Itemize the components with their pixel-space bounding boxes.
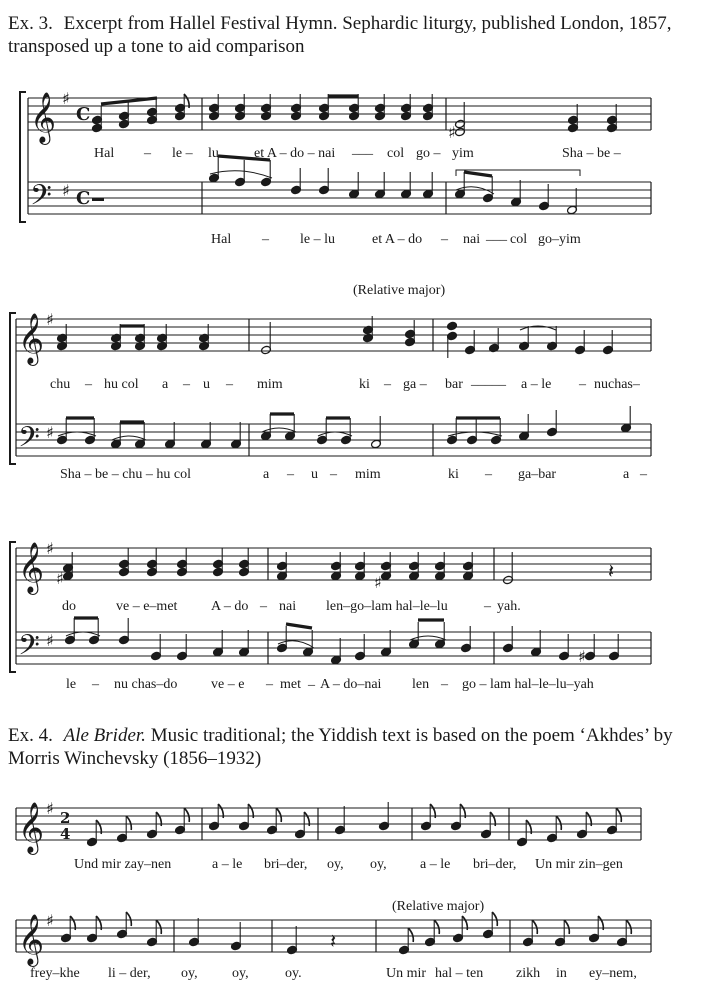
lyric: lu [208,146,219,161]
lyric: – [441,232,448,247]
sharp-icon: ♯ [62,89,70,108]
note-flag [434,920,439,934]
note-flag [616,808,621,822]
lyric: le – lu [300,232,335,247]
lyric: Und mir zay–nen [74,857,172,872]
lyric: mim [257,377,283,392]
lyric: A – do [211,599,249,614]
example-3-number: Ex. 3. [8,13,53,34]
quarter-rest: 𝄽 [330,929,337,953]
lyric: – [484,599,491,614]
lyric: len [412,677,430,692]
lyric: in [556,966,567,981]
sharp-icon: ♯ [374,573,382,592]
lyric: hal – ten [435,966,484,981]
lyric: do [62,599,76,614]
lyric: oy, [327,857,344,872]
lyric: ey–nem, [589,966,637,981]
slur [210,171,272,178]
lyric: – [330,467,337,482]
slur [262,428,296,432]
lyric: ga – [403,377,427,392]
lyric: – [485,467,492,482]
slur [318,432,352,436]
treble-clef-icon: 𝄞 [18,802,45,853]
lyric: a – le [212,857,243,872]
sharp-icon: ♯ [62,181,70,200]
lyric: ki [359,377,370,392]
quarter-rest: 𝄽 [608,559,615,583]
treble-clef-icon: 𝄞 [18,313,45,364]
bass-clef-icon: 𝄢 [18,629,40,669]
lyric: len–go–lam hal–le–lu [326,599,448,614]
lyric: go – lam hal–le–lu–yah [462,677,594,692]
relative-major-annotation-ex4: (Relative major) [392,899,485,914]
lyric: yah. [497,599,521,614]
note-flag [532,920,537,934]
sharp-icon: ♯ [46,539,54,558]
lyric: Un mir [386,966,427,981]
lyric: a [162,377,169,392]
sharp-icon: ♯ [56,569,64,588]
beam [464,172,492,176]
lyric: chu [50,377,71,392]
lyric: bri–der, [473,857,517,872]
lyric: met [280,677,301,692]
lyric: et A – do – nai [254,146,336,161]
example-3-title: Excerpt from Hallel Festival Hymn. Sephardic liturgy, published London, 1857, transposed up a tone to aid comparison [8,13,672,57]
note [447,321,458,331]
slur [58,432,96,436]
lyric: – [92,677,99,692]
lyric: ve – e–met [116,599,178,614]
system-bracket [10,313,16,464]
sharp-icon: ♯ [448,123,456,142]
note-flag [626,920,631,934]
lyric: bar [445,377,463,392]
sharp-icon: ♯ [46,310,54,329]
lyric: ga–bar [518,467,557,482]
example-4-description: Music traditional; the Yiddish text is based on the poem ‘Akhdes’ by Morris Winchevsky (1856–1932) [8,725,673,769]
note-flag [156,920,161,934]
lyric: nuchas– [594,377,640,392]
lyric: et A – do [372,232,423,247]
slur [410,636,446,640]
lyric: – [640,467,647,482]
lyric: Un mir zin–gen [535,857,623,872]
sharp-icon: ♯ [46,423,54,442]
lyric: ___ [352,142,373,157]
lyric: oy, [232,966,249,981]
lyric: col [510,232,528,247]
lyric: nu chas–do [114,677,178,692]
example-4-number: Ex. 4. [8,725,53,746]
note-flag [126,912,131,926]
bass-clef-icon: 𝄢 [30,179,52,219]
lyric: – [183,377,190,392]
common-time-icon: C [76,104,91,125]
time-signature-numerator: 2 [60,809,71,827]
note-flag [556,816,561,830]
lyric: col [387,146,405,161]
lyric: u [203,377,210,392]
lyric: – [266,677,273,692]
lyric: mim [355,467,381,482]
lyric: li – der, [108,966,151,981]
time-signature-denominator: 4 [60,825,71,843]
lyric: a [263,467,270,482]
lyric: hu col [104,377,139,392]
lyric: _ [308,673,315,688]
sharp-icon: ♯ [46,799,54,818]
slur [112,436,146,440]
lyric: – [384,377,391,392]
slur [66,632,100,636]
lyric: a [623,467,630,482]
lyric: nai [279,599,297,614]
lyric: – [441,677,448,692]
beam [286,624,312,628]
sharp-icon: ♯ [578,647,586,666]
lyric: _____ [471,373,506,388]
sharp-icon: ♯ [46,631,54,650]
treble-clef-icon: 𝄞 [30,92,57,143]
lyric: A – do–nai [320,677,382,692]
half-rest-icon [92,198,104,201]
note-flag [492,912,497,926]
sharp-icon: ♯ [46,911,54,930]
lyric: – [85,377,92,392]
lyric: yim [452,146,474,161]
lyric: – [287,467,294,482]
lyric: u [311,467,318,482]
lyric: bri–der, [264,857,308,872]
lyric: Hal [211,232,232,247]
beam [101,98,157,104]
system-bracket [20,92,26,222]
note-flag [126,816,131,830]
bass-clef-icon: 𝄢 [18,421,40,461]
lyric: le – [172,146,193,161]
lyric: – [260,599,267,614]
lyric: a – le [521,377,552,392]
lyric: zikh [516,966,541,981]
lyric: Sha – be – [562,146,621,161]
lyric: – [144,146,151,161]
note-flag [276,808,281,822]
lyric: ve – e [211,677,245,692]
lyric: oy, [370,857,387,872]
lyric: a – le [420,857,451,872]
lyric: – [579,377,586,392]
lyric: go–yim [538,232,581,247]
lyric: ki [448,467,459,482]
system-bracket [10,542,16,672]
lyric: Hal [94,146,115,161]
lyric: frey–khe [30,966,80,981]
lyric: – [262,232,269,247]
note-flag [564,920,569,934]
lyric: – [226,377,233,392]
lyric: Sha – be – chu – hu col [60,467,192,482]
relative-major-annotation-ex3: (Relative major) [353,283,446,298]
treble-clef-icon: 𝄞 [18,914,45,965]
lyric: oy. [285,966,302,981]
example-4-title: Ale Brider. [63,725,146,746]
lyric: go – [416,146,441,161]
note-flag [184,808,189,822]
lyric: nai [463,232,481,247]
lyric: oy, [181,966,198,981]
note-flag [408,928,413,942]
lyric: ___ [486,228,507,243]
treble-clef-icon: 𝄞 [18,542,45,593]
lyric: le [66,677,77,692]
common-time-icon: C [76,188,91,209]
